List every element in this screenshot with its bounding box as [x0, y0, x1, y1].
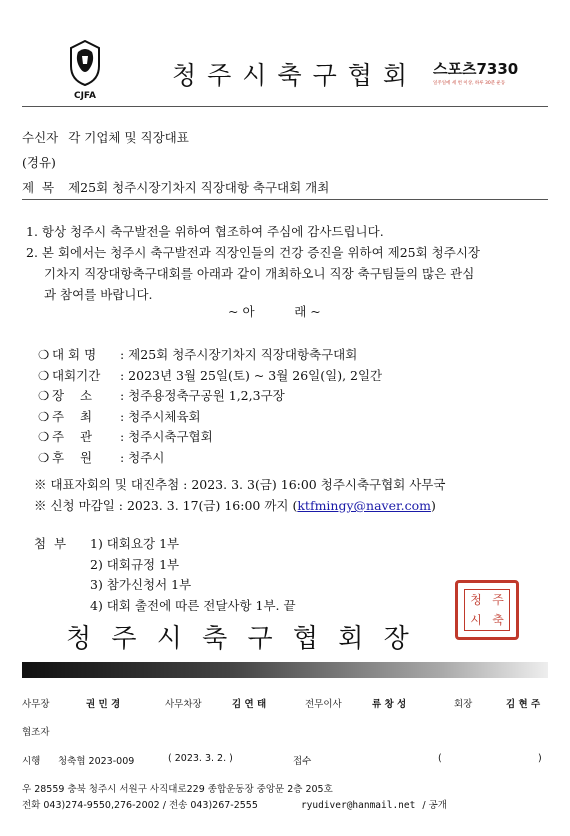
circle-bullet-icon: ❍: [38, 347, 50, 362]
subject-line: [22, 178, 329, 196]
attachment-item: 3) 참가신청서 1부: [90, 577, 192, 592]
lion-emblem-icon: [68, 40, 102, 86]
divider-bar: [22, 662, 548, 678]
detail-item: ❍ 주 관 : 청주시축구협회: [38, 427, 382, 448]
paragraph-1: 1. 항상 청주시 축구발전을 위하여 협조하여 주심에 감사드립니다.: [26, 224, 384, 239]
circle-bullet-icon: ❍: [38, 408, 50, 424]
footer-email[interactable]: ryudiver@hanmail.net: [300, 800, 416, 811]
deadline-email-link[interactable]: ktfmingy@naver.com: [297, 498, 431, 513]
detail-item: ❍ 주 최 : 청주시체육회: [38, 407, 382, 428]
cjfa-logo: [68, 40, 102, 101]
sports7330-logo-sub: 일주일에 세 번 이상, 하루 30분 운동: [433, 81, 506, 86]
circle-bullet-icon: ❍: [38, 429, 50, 444]
recipient-label: 수신자: [22, 130, 59, 145]
below-heading: ~ 아 래 ~: [228, 304, 321, 319]
details-list: [38, 345, 382, 468]
subject-value: 제25회 청주시장기차지 직장대항 축구대회 개최: [68, 180, 330, 195]
attachments-list: [90, 534, 296, 616]
cjfa-logo-text: CJFA: [73, 91, 97, 101]
paragraph-2-line-2: 기차지 직장대항축구대회를 아래과 같이 개최하오니 직장 축구팀들의 많은 관심: [44, 266, 475, 281]
association-title: 청주시축구협회: [172, 61, 419, 90]
footer-contact: 전화 043)274-9550,276-2002 / 전송 043)267-2555 ryudiver@hanmail.net / 공개: [22, 800, 447, 811]
subject-label: 제 목: [22, 180, 55, 195]
detail-item: ❍ 후 원 : 청주시: [38, 448, 382, 469]
paragraph-2-line-1: 2. 본 회에서는 청주시 축구발전과 직장인들의 건강 증진을 위하여 제25회 청주시장: [26, 245, 480, 260]
recipient-value: 각 기업체 및 직장대표: [68, 130, 189, 145]
detail-item: ❍ 대회기간 : 2023년 3월 25일(토) ~ 3월 26일(일), 2일간: [38, 366, 382, 387]
note-meeting: ※ 대표자회의 및 대진추첨 : 2023. 3. 3(금) 16:00 청주시축구협회 사무국: [34, 477, 446, 492]
sports7330-logo-text: 스포츠7330: [433, 60, 519, 78]
cooperator-label: 협조자: [22, 727, 50, 738]
via-line: (경유): [22, 155, 56, 170]
official-seal: 청 주 시 축: [455, 580, 519, 640]
note-deadline: ※ 신청 마감일 : 2023. 3. 17(금) 16:00 까지 (ktfmingy@naver.com): [34, 498, 436, 513]
attachments-label: 첨 부: [34, 536, 67, 551]
sender-name: 청 주 시 축 구 협 회 장: [66, 624, 415, 654]
detail-item: ❍ 대 회 명 : 제25회 청주시장기차지 직장대항축구대회: [38, 345, 382, 366]
attachment-item: 1) 대회요강 1부: [90, 536, 180, 551]
attachment-item: 2) 대회규정 1부: [90, 556, 180, 572]
circle-bullet-icon: ❍: [38, 449, 50, 465]
paragraph-2-line-3: 과 참여를 바랍니다.: [44, 287, 153, 302]
circle-bullet-icon: ❍: [38, 388, 50, 403]
footer-address: 우 28559 충북 청주시 서원구 사직대로229 종합운동장 중앙문 2층 205호: [22, 784, 333, 795]
attachment-item: 4) 대회 출전에 따른 전달사항 1부. 끝: [90, 597, 296, 613]
detail-item: ❍ 장 소 : 청주용정축구공원 1,2,3구장: [38, 386, 382, 407]
sports7330-logo: [433, 58, 518, 86]
recipient-line: [22, 128, 189, 146]
circle-bullet-icon: ❍: [38, 367, 50, 383]
